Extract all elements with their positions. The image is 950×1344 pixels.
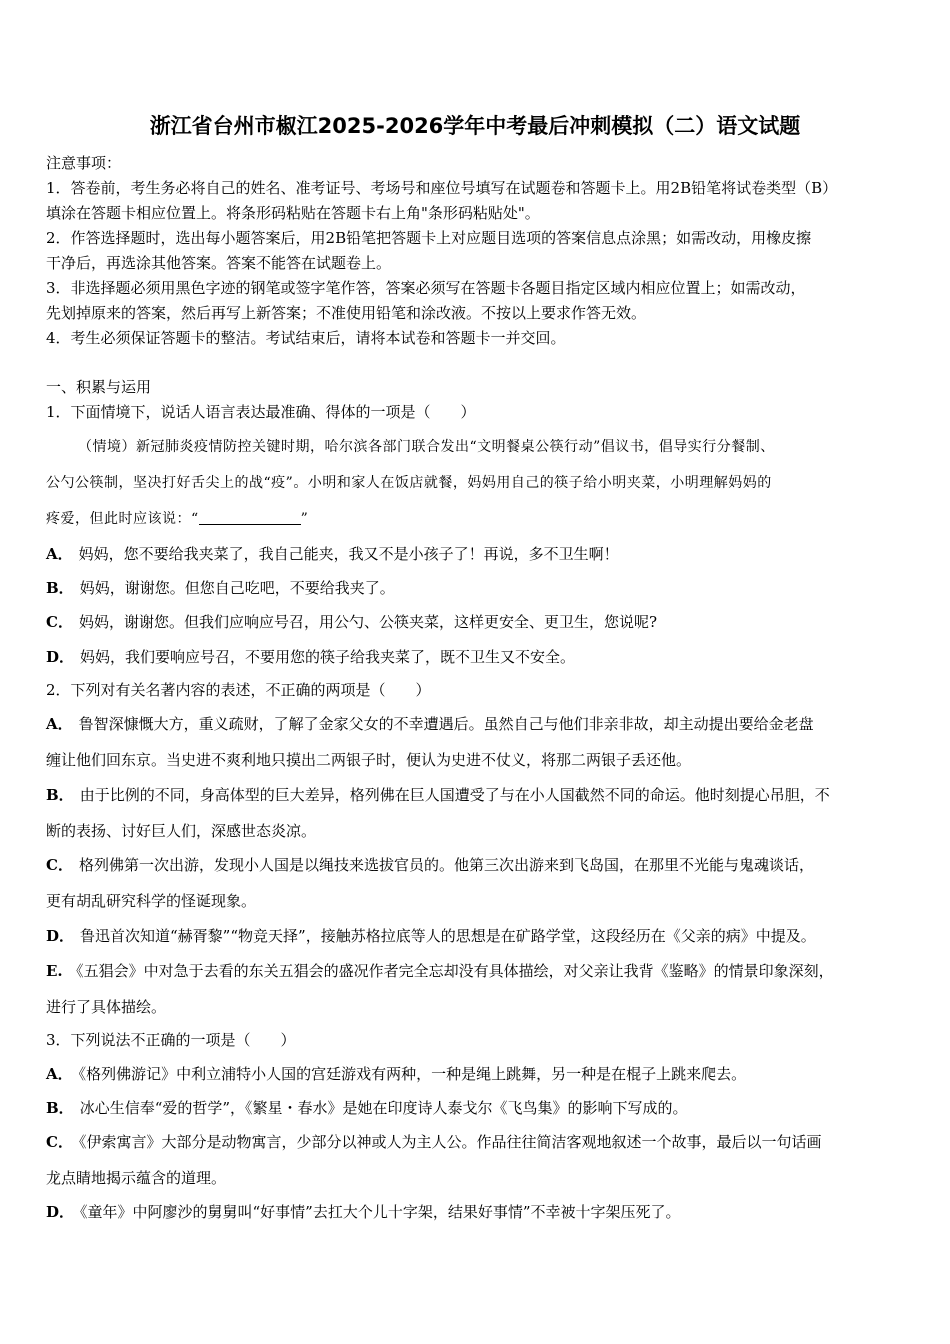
option-text: 妈妈，谢谢您。但您自己吃吧，不要给我夹了。	[79, 579, 395, 597]
q1-context-line: （情境）新冠肺炎疫情防控关键时期，哈尔滨各部门联合发出“文明餐桌公筷行动”倡议书，倡导实行分餐制、	[78, 439, 775, 455]
q1-stem: 1．下面情境下，说话人语言表达最准确、得体的一项是（ ）	[46, 403, 476, 421]
q3-line	[46, 1063, 916, 1084]
q3-line	[46, 1201, 916, 1222]
q1-option-d	[46, 646, 916, 667]
q1-context-line: 公勺公筷制，坚决打好舌尖上的战“疫”。小明和家人在饭店就餐，妈妈用自己的筷子给小明夹菜，小明理解妈妈的	[46, 475, 772, 491]
option-label: A．	[46, 545, 73, 563]
option-text: 鲁智深慷慨大方，重义疏财，了解了金家父女的不幸遭遇后。虽然自己与他们非亲非故，却主动提出要给金老盘	[78, 715, 814, 733]
q2-line	[46, 996, 916, 1017]
q3-line	[46, 1097, 916, 1118]
q2-line	[46, 749, 916, 770]
option-text: 格列佛第一次出游，发现小人国是以绳技来选拔官员的。他第三次出游来到飞岛国，在那里不光能与鬼魂谈话，	[78, 856, 814, 874]
option-label: B．	[46, 786, 74, 804]
option-text: 妈妈，我们要响应号召，不要用您的筷子给我夹菜了，既不卫生又不安全。	[80, 648, 576, 666]
q2-line	[46, 784, 916, 805]
q2-line	[46, 925, 916, 946]
option-text: 龙点睛地揭示蕴含的道理。	[46, 1169, 227, 1187]
option-text: 《童年》中阿廖沙的舅舅叫“好事情”去扛大个儿十字架，结果好事情”不幸被十字架压死了。	[80, 1203, 681, 1221]
q1-option-c	[46, 611, 916, 632]
q1-option-a	[46, 543, 916, 564]
option-label: D．	[46, 927, 75, 945]
option-text: 冰心生信奉“爱的哲学”，《繁星・春水》是她在印度诗人泰戈尔《飞鸟集》的影响下写成的。	[79, 1099, 688, 1117]
option-text: 断的表扬、讨好巨人们，深感世态炎凉。	[46, 822, 317, 840]
q3-line	[46, 1131, 916, 1152]
option-label: C．	[46, 613, 73, 631]
page-title: 浙江省台州市椒江2025-2026学年中考最后冲刺模拟（二）语文试题	[149, 114, 801, 138]
option-label: A．	[46, 715, 73, 733]
q2-line	[46, 890, 916, 911]
option-text: 进行了具体描绘。	[46, 998, 167, 1016]
q3-line	[46, 1167, 916, 1188]
q2-stem: 2．下列对有关名著内容的表述，不正确的两项是（ ）	[46, 681, 431, 699]
option-label: A．	[46, 1065, 73, 1083]
option-text: 《伊索寓言》大部分是动物寓言，少部分以神或人为主人公。作品往往简洁客观地叙述一个故事，最后以一句话画	[78, 1133, 822, 1151]
q2-line	[46, 820, 916, 841]
q1-context-close: ”	[300, 511, 309, 527]
option-text: 妈妈，谢谢您。但我们应响应号召，用公勺、公筷夹菜，这样更安全、更卫生，您说呢?	[78, 613, 657, 631]
q2-line	[46, 854, 916, 875]
option-text: 鲁迅首次知道“赫胥黎”“物竞天择”，接触苏格拉底等人的思想是在矿路学堂，这段经历在《父亲的病》中提及。	[80, 927, 816, 945]
option-text: 《五猖会》中对急于去看的东关五猖会的盛况作者完全忘却没有具体描绘，对父亲让我背《鉴略》的情景印象深刻，	[68, 962, 834, 980]
option-text: 更有胡乱研究科学的怪诞现象。	[46, 892, 257, 910]
notice-line: 干净后，再选涂其他答案。答案不能答在试题卷上。	[46, 254, 392, 272]
option-label: C．	[46, 856, 73, 874]
notice-line: 填涂在答题卡相应位置上。将条形码粘贴在答题卡右上角"条形码粘贴处"。	[46, 204, 540, 222]
q2-line	[46, 713, 916, 734]
answer-blank[interactable]	[199, 510, 301, 525]
option-label: E.	[46, 962, 63, 980]
option-label: C．	[46, 1133, 73, 1151]
q2-line	[46, 960, 916, 981]
option-text: 《格列佛游记》中利立浦特小人国的宫廷游戏有两种，一种是绳上跳舞，另一种是在棍子上跳来爬去。	[78, 1065, 747, 1083]
option-label: B．	[46, 1099, 74, 1117]
option-text: 妈妈，您不要给我夹菜了，我自己能夹，我又不是小孩子了！再说，多不卫生啊！	[78, 545, 619, 563]
q1-option-b	[46, 577, 916, 598]
option-label: D．	[46, 648, 75, 666]
section-heading: 一、积累与运用	[46, 378, 152, 396]
notice-line: 先划掉原来的答案，然后再写上新答案；不准使用铅笔和涂改液。不按以上要求作答无效。	[46, 304, 647, 322]
q1-context-text: 疼爱，但此时应该说：“	[46, 511, 199, 527]
q1-context-line-blank	[46, 508, 916, 528]
notice-line: 3．非选择题必须用黑色字迹的钢笔或签字笔作答，答案必须写在答题卡各题目指定区域内相应位置上；如需改动，	[46, 279, 806, 297]
option-text: 由于比例的不同，身高体型的巨大差异，格列佛在巨人国遭受了与在小人国截然不同的命运。他时刻提心吊胆，不	[79, 786, 830, 804]
notice-line: 1．答卷前，考生务必将自己的姓名、准考证号、考场号和座位号填写在试题卷和答题卡上。用2B铅笔将试卷类型（B）	[46, 179, 838, 197]
notice-heading: 注意事项：	[46, 154, 122, 172]
notice-line: 4．考生必须保证答题卡的整洁。考试结束后，请将本试卷和答题卡一并交回。	[46, 329, 566, 347]
option-text: 缠让他们回东京。当史进不爽利地只摸出二两银子时，便认为史进不仗义，将那二两银子丢还他。	[46, 751, 692, 769]
q3-stem: 3．下列说法不正确的一项是（ ）	[46, 1031, 296, 1049]
option-label: B．	[46, 579, 74, 597]
notice-line: 2．作答选择题时，选出每小题答案后，用2B铅笔把答题卡上对应题目选项的答案信息点涂黑；如需改动，用橡皮擦	[46, 229, 812, 247]
option-label: D．	[46, 1203, 75, 1221]
